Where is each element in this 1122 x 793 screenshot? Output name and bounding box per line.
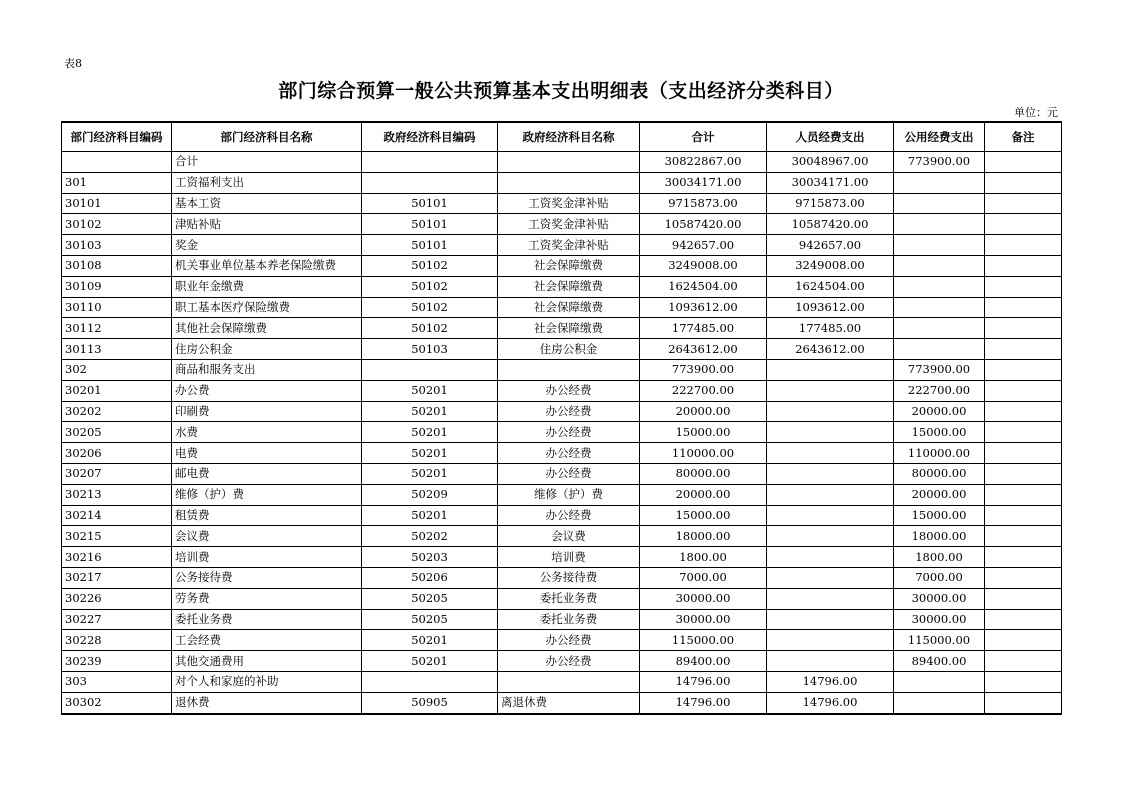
cell-total: 18000.00 [640,526,767,547]
cell-dept-code: 30302 [62,692,172,713]
cell-public: 89400.00 [894,651,985,672]
cell-dept-code: 30108 [62,255,172,276]
cell-note [985,526,1062,547]
cell-gov-code [362,671,498,692]
cell-public [894,214,985,235]
cell-gov-code: 50201 [362,380,498,401]
cell-personnel [767,359,894,380]
table-body [62,152,1062,714]
cell-personnel [767,443,894,464]
cell-gov-code: 50205 [362,588,498,609]
cell-personnel: 14796.00 [767,671,894,692]
cell-dept-name: 职业年金缴费 [172,276,362,297]
cell-public: 30000.00 [894,588,985,609]
cell-note [985,547,1062,568]
cell-note [985,463,1062,484]
cell-public: 15000.00 [894,505,985,526]
cell-dept-name: 工资福利支出 [172,172,362,193]
cell-gov-name: 工资奖金津补贴 [498,235,640,256]
cell-gov-name: 办公经费 [498,443,640,464]
cell-dept-name: 公务接待费 [172,567,362,588]
cell-note [985,235,1062,256]
cell-dept-code: 30103 [62,235,172,256]
cell-note [985,630,1062,651]
cell-total: 20000.00 [640,401,767,422]
table-row [62,318,1062,339]
cell-gov-name: 离退休费 [498,692,640,713]
cell-note [985,567,1062,588]
cell-gov-name: 委托业务费 [498,588,640,609]
cell-public: 15000.00 [894,422,985,443]
cell-personnel: 30034171.00 [767,172,894,193]
cell-gov-name: 社会保障缴费 [498,297,640,318]
cell-gov-code: 50201 [362,630,498,651]
cell-public: 1800.00 [894,547,985,568]
table-row [62,692,1062,713]
table-row [62,152,1062,173]
cell-note [985,443,1062,464]
cell-dept-code: 30101 [62,193,172,214]
cell-dept-code: 30102 [62,214,172,235]
cell-dept-code: 30202 [62,401,172,422]
cell-dept-name: 工会经费 [172,630,362,651]
table-row [62,651,1062,672]
cell-gov-name: 办公经费 [498,380,640,401]
cell-total: 30822867.00 [640,152,767,173]
cell-personnel: 30048967.00 [767,152,894,173]
cell-dept-name: 基本工资 [172,193,362,214]
cell-total: 2643612.00 [640,339,767,360]
cell-public [894,235,985,256]
cell-dept-name: 奖金 [172,235,362,256]
cell-total: 10587420.00 [640,214,767,235]
cell-public [894,671,985,692]
cell-public: 110000.00 [894,443,985,464]
cell-dept-code: 30201 [62,380,172,401]
table-row [62,609,1062,630]
cell-dept-name: 会议费 [172,526,362,547]
cell-dept-name: 住房公积金 [172,339,362,360]
table-row [62,380,1062,401]
cell-note [985,297,1062,318]
cell-total: 942657.00 [640,235,767,256]
cell-personnel [767,609,894,630]
table-row [62,443,1062,464]
cell-personnel [767,630,894,651]
cell-total: 30000.00 [640,609,767,630]
cell-public [894,276,985,297]
cell-dept-name: 电费 [172,443,362,464]
cell-public [894,318,985,339]
cell-gov-code: 50102 [362,276,498,297]
budget-detail-table [61,121,1062,715]
cell-total: 89400.00 [640,651,767,672]
cell-dept-name: 培训费 [172,547,362,568]
cell-note [985,588,1062,609]
cell-total: 3249008.00 [640,255,767,276]
cell-note [985,339,1062,360]
cell-personnel [767,651,894,672]
cell-personnel: 942657.00 [767,235,894,256]
cell-public [894,255,985,276]
header-gov-name: 政府经济科目名称 [498,122,640,152]
cell-gov-code: 50205 [362,609,498,630]
cell-dept-code: 30205 [62,422,172,443]
header-gov-code: 政府经济科目编码 [362,122,498,152]
cell-total: 30034171.00 [640,172,767,193]
cell-total: 9715873.00 [640,193,767,214]
cell-dept-code: 30217 [62,567,172,588]
cell-gov-code: 50101 [362,235,498,256]
cell-gov-name: 工资奖金津补贴 [498,193,640,214]
cell-gov-code: 50206 [362,567,498,588]
cell-personnel [767,463,894,484]
cell-note [985,692,1062,713]
cell-note [985,276,1062,297]
table-row [62,255,1062,276]
cell-gov-code: 50201 [362,463,498,484]
cell-personnel [767,401,894,422]
cell-public: 7000.00 [894,567,985,588]
cell-gov-code [362,152,498,173]
cell-public: 20000.00 [894,484,985,505]
table-row [62,422,1062,443]
cell-note [985,255,1062,276]
cell-dept-name: 租赁费 [172,505,362,526]
cell-gov-code: 50201 [362,443,498,464]
cell-gov-code: 50102 [362,255,498,276]
table-row [62,567,1062,588]
cell-total: 1093612.00 [640,297,767,318]
cell-dept-name: 机关事业单位基本养老保险缴费 [172,255,362,276]
table-row [62,671,1062,692]
cell-gov-name [498,152,640,173]
cell-dept-code: 30214 [62,505,172,526]
cell-personnel [767,526,894,547]
cell-gov-name: 办公经费 [498,505,640,526]
cell-total: 15000.00 [640,505,767,526]
cell-gov-name: 住房公积金 [498,339,640,360]
cell-public [894,692,985,713]
cell-dept-code: 30109 [62,276,172,297]
cell-public: 20000.00 [894,401,985,422]
cell-dept-code: 30213 [62,484,172,505]
cell-personnel [767,505,894,526]
cell-total: 20000.00 [640,484,767,505]
table-row [62,214,1062,235]
cell-gov-name: 办公经费 [498,651,640,672]
cell-gov-name: 培训费 [498,547,640,568]
cell-dept-name: 维修（护）费 [172,484,362,505]
table-row [62,505,1062,526]
cell-dept-code: 30226 [62,588,172,609]
cell-dept-code: 303 [62,671,172,692]
table-row [62,463,1062,484]
cell-gov-code: 50102 [362,297,498,318]
cell-public: 773900.00 [894,359,985,380]
cell-dept-code: 30239 [62,651,172,672]
cell-note [985,484,1062,505]
cell-gov-name: 社会保障缴费 [498,255,640,276]
cell-note [985,401,1062,422]
cell-note [985,359,1062,380]
cell-gov-code: 50905 [362,692,498,713]
cell-total: 1624504.00 [640,276,767,297]
cell-gov-name: 工资奖金津补贴 [498,214,640,235]
cell-personnel: 2643612.00 [767,339,894,360]
cell-gov-name: 办公经费 [498,422,640,443]
cell-gov-name [498,359,640,380]
cell-public [894,297,985,318]
cell-gov-code: 50201 [362,651,498,672]
cell-dept-code: 301 [62,172,172,193]
cell-public: 222700.00 [894,380,985,401]
header-dept-code: 部门经济科目编码 [62,122,172,152]
cell-gov-code: 50101 [362,214,498,235]
cell-gov-code [362,172,498,193]
cell-note [985,609,1062,630]
cell-gov-name: 社会保障缴费 [498,276,640,297]
cell-gov-code: 50203 [362,547,498,568]
cell-dept-name: 办公费 [172,380,362,401]
cell-dept-name: 劳务费 [172,588,362,609]
cell-dept-name: 其他社会保障缴费 [172,318,362,339]
cell-gov-code: 50103 [362,339,498,360]
table-header-row [62,122,1062,152]
cell-note [985,651,1062,672]
cell-dept-name: 其他交通费用 [172,651,362,672]
cell-dept-name: 水费 [172,422,362,443]
table-row [62,359,1062,380]
cell-gov-name: 维修（护）费 [498,484,640,505]
cell-dept-name: 对个人和家庭的补助 [172,671,362,692]
table-row [62,588,1062,609]
table-row [62,339,1062,360]
cell-total: 773900.00 [640,359,767,380]
cell-personnel [767,484,894,505]
cell-dept-name: 退休费 [172,692,362,713]
cell-gov-name: 会议费 [498,526,640,547]
table-row [62,276,1062,297]
table-number-label: 表8 [64,57,82,70]
cell-dept-code: 30228 [62,630,172,651]
cell-dept-name: 邮电费 [172,463,362,484]
cell-note [985,193,1062,214]
cell-total: 7000.00 [640,567,767,588]
cell-total: 30000.00 [640,588,767,609]
unit-label: 单位：元 [1014,106,1058,119]
cell-public: 115000.00 [894,630,985,651]
cell-public [894,172,985,193]
cell-personnel: 3249008.00 [767,255,894,276]
cell-total: 177485.00 [640,318,767,339]
cell-dept-code: 30216 [62,547,172,568]
cell-gov-code: 50202 [362,526,498,547]
cell-public: 18000.00 [894,526,985,547]
cell-public [894,193,985,214]
table-row [62,297,1062,318]
cell-gov-code: 50201 [362,422,498,443]
cell-personnel: 14796.00 [767,692,894,713]
cell-gov-code: 50102 [362,318,498,339]
cell-dept-code: 30207 [62,463,172,484]
table-row [62,526,1062,547]
cell-dept-code [62,152,172,173]
table-row [62,193,1062,214]
cell-gov-code: 50201 [362,505,498,526]
cell-dept-code: 30215 [62,526,172,547]
cell-note [985,422,1062,443]
cell-gov-code: 50209 [362,484,498,505]
cell-total: 1800.00 [640,547,767,568]
header-public: 公用经费支出 [894,122,985,152]
table-row [62,172,1062,193]
cell-dept-name: 商品和服务支出 [172,359,362,380]
cell-total: 80000.00 [640,463,767,484]
cell-total: 115000.00 [640,630,767,651]
cell-note [985,380,1062,401]
table-row [62,401,1062,422]
header-personnel: 人员经费支出 [767,122,894,152]
cell-note [985,214,1062,235]
cell-note [985,505,1062,526]
cell-public: 30000.00 [894,609,985,630]
cell-personnel [767,547,894,568]
table-row [62,484,1062,505]
cell-dept-code: 30113 [62,339,172,360]
cell-personnel [767,422,894,443]
cell-gov-name: 办公经费 [498,463,640,484]
cell-total: 15000.00 [640,422,767,443]
cell-personnel [767,588,894,609]
cell-total: 14796.00 [640,692,767,713]
table-row [62,235,1062,256]
cell-personnel: 1093612.00 [767,297,894,318]
cell-total: 222700.00 [640,380,767,401]
cell-personnel: 9715873.00 [767,193,894,214]
cell-note [985,152,1062,173]
cell-dept-code: 30227 [62,609,172,630]
cell-dept-code: 30112 [62,318,172,339]
cell-total: 14796.00 [640,671,767,692]
cell-personnel: 177485.00 [767,318,894,339]
header-dept-name: 部门经济科目名称 [172,122,362,152]
cell-gov-name: 公务接待费 [498,567,640,588]
cell-gov-code [362,359,498,380]
document-title: 部门综合预算一般公共预算基本支出明细表（支出经济分类科目） [278,80,844,102]
cell-dept-name: 职工基本医疗保险缴费 [172,297,362,318]
cell-personnel: 1624504.00 [767,276,894,297]
cell-gov-name: 办公经费 [498,401,640,422]
cell-public: 80000.00 [894,463,985,484]
cell-gov-code: 50101 [362,193,498,214]
cell-note [985,318,1062,339]
cell-public [894,339,985,360]
cell-dept-name: 津贴补贴 [172,214,362,235]
cell-dept-code: 302 [62,359,172,380]
cell-public: 773900.00 [894,152,985,173]
table-row [62,630,1062,651]
cell-gov-name: 办公经费 [498,630,640,651]
cell-dept-code: 30110 [62,297,172,318]
cell-gov-code: 50201 [362,401,498,422]
cell-personnel: 10587420.00 [767,214,894,235]
cell-gov-name: 社会保障缴费 [498,318,640,339]
table-row [62,547,1062,568]
cell-gov-name [498,671,640,692]
cell-note [985,172,1062,193]
header-note: 备注 [985,122,1062,152]
header-total: 合计 [640,122,767,152]
cell-personnel [767,567,894,588]
cell-gov-name [498,172,640,193]
cell-dept-name: 委托业务费 [172,609,362,630]
cell-dept-name: 印刷费 [172,401,362,422]
cell-note [985,671,1062,692]
cell-dept-code: 30206 [62,443,172,464]
cell-gov-name: 委托业务费 [498,609,640,630]
cell-personnel [767,380,894,401]
cell-dept-name: 合计 [172,152,362,173]
cell-total: 110000.00 [640,443,767,464]
